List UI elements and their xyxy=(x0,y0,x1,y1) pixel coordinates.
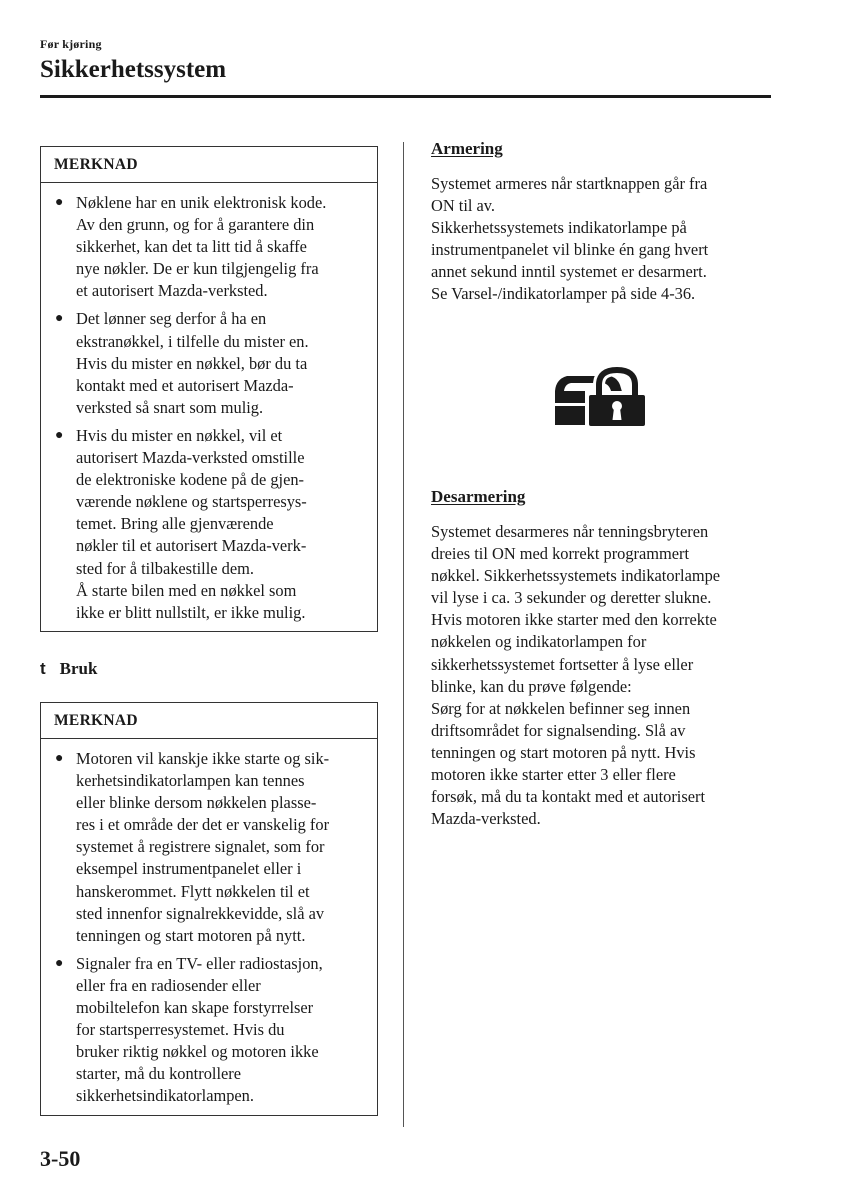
note-box-usage xyxy=(40,702,378,1116)
note-body xyxy=(41,739,377,1115)
section-heading-text: Bruk xyxy=(59,659,98,678)
note-header: MERKNAD xyxy=(41,703,377,739)
section-label: Før kjøring xyxy=(40,37,102,51)
note-item-text: Motoren vil kanskje ikke starte og sik- kerhetsindikatorlampen kan tennes eller blinke dersom nøkkelen plasse- res i et område der det er vanskelig for systemet å registrere signalet, som for eksempel instrumentpanelet eller i hanskerommet. Flytt nøkkelen til et sted innenfor signalrekkevidde, slå av tenningen og start motoren på nytt. xyxy=(76,749,330,945)
security-indicator-car-lock-icon xyxy=(551,365,645,427)
heading-armering: Armering xyxy=(431,139,503,158)
page-number: 3-50 xyxy=(40,1146,81,1171)
section-heading-bruk xyxy=(40,659,97,679)
note-list xyxy=(53,748,367,1108)
title-rule xyxy=(40,95,771,98)
section-marker: t xyxy=(40,659,46,678)
column-divider xyxy=(403,142,404,1127)
note-item xyxy=(53,192,367,302)
bullet-icon: ● xyxy=(55,751,64,766)
note-item xyxy=(53,425,367,624)
note-item xyxy=(53,953,367,1108)
heading-desarmering: Desarmering xyxy=(431,487,526,506)
note-item-text: Signaler fra en TV- eller radiostasjon, eller fra en radiosender eller mobiltelefon kan skape forstyrrelser for startsperresystemet. Hvis du bruker riktig nøkkel og motoren ikke starter, må du kontrollere sikkerhetsindikatorlampen. xyxy=(76,953,323,1106)
note-item-text: Nøklene har en unik elektronisk kode. Av den grunn, og for å garantere din sikkerhet, kan det ta litt tid å skaffe nye nøkler. De er kun tilgjengelig fra et autorisert Mazda-verksted. xyxy=(76,193,327,301)
page-title: Sikkerhetssystem xyxy=(40,56,227,83)
bullet-icon: ● xyxy=(55,427,64,443)
note-list xyxy=(53,192,367,624)
note-item-text: Det lønner seg derfor å ha en ekstranøkkel, i tilfelle du mister en. Hvis du mister en nøkkel, bør du ta kontakt med et autorisert Mazda- verksted så snart som mulig. xyxy=(76,309,309,417)
note-box-keys xyxy=(40,146,378,632)
note-header: MERKNAD xyxy=(41,147,377,183)
note-item-text: Hvis du mister en nøkkel, vil et autorisert Mazda-verksted omstille de elektroniske kodene på de gjen- værende nøklene og startsperresys- temet. Bring alle gjenværende nøkler til et autorisert Mazda-verk- sted for å tilbakestille dem. Å starte bilen med en nøkkel som ikke er blitt nullstilt, er ikke mulig. xyxy=(76,425,307,622)
bullet-icon: ● xyxy=(55,955,64,971)
bullet-icon: ● xyxy=(55,311,64,327)
paragraph-armering: Systemet armeres når startknappen går fra ON til av. Sikkerhetssystemets indikatorlampe på instrumentpanelet vil blinke én gang hvert annet sekund inntil systemet er desarmert. Se Varsel-/indikatorlamper på side 4-36. xyxy=(431,174,709,304)
note-item xyxy=(53,748,367,947)
note-item xyxy=(53,308,367,418)
note-body xyxy=(41,183,377,631)
paragraph-desarmering: Systemet desarmeres når tenningsbryteren dreies til ON med korrekt programmert nøkkel. Sikkerhetssystemets indikatorlampe vil lyse i ca. 3 sekunder og deretter slukne. Hvis motoren ikke starter med den korrekte nøkkelen og indikatorlampen for sikkerhetssystemet fortsetter å lyse eller blinke, kan du prøve følgende: Sørg for at nøkkelen befinner seg innen driftsområdet for signalsending. Slå av tenningen og start motoren på nytt. Hvis motoren ikke starter etter 3 eller flere forsøk, må du ta kontakt med et autorisert Mazda-verksted. xyxy=(431,522,721,829)
bullet-icon: ● xyxy=(55,195,64,210)
